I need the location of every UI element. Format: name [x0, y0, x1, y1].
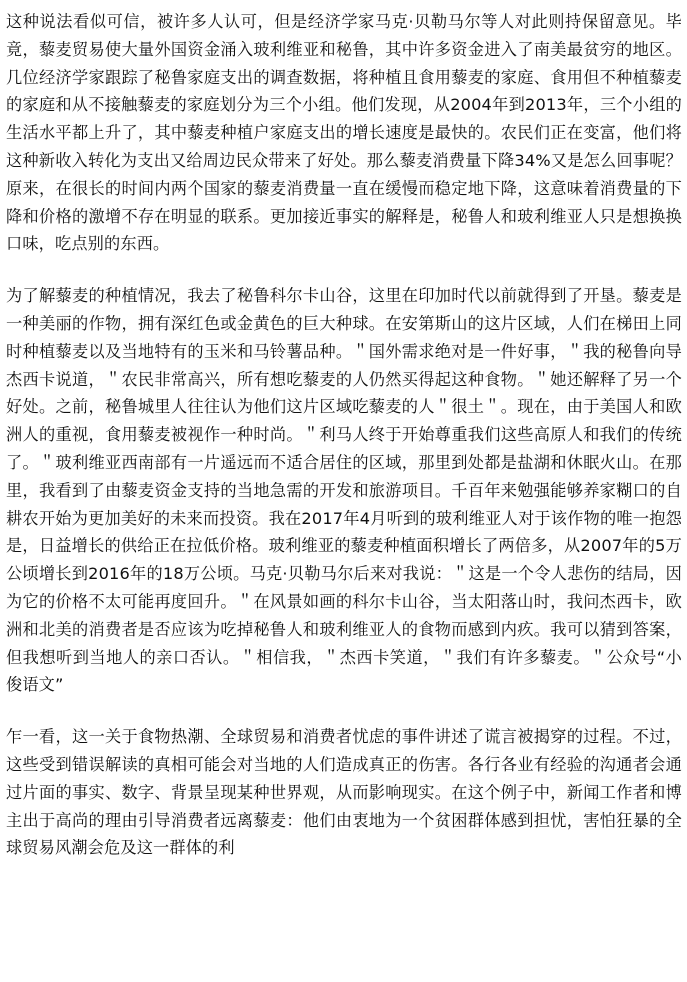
paragraph-conclusion: 乍一看，这一关于食物热潮、全球贸易和消费者忧虑的事件讲述了谎言被揭穿的过程。不过，这些受到错误解读的真相可能会对当地的人们造成真正的伤害。各行各业有经验的沟通者会通过片面的事实、数字、背景呈现某种世界观，从而影响现实。在这个例子中，新闻工作者和博主出于高尚的理由引导消费者远离藜麦：他们由衷地为一个贫困群体感到担忧，害怕狂暴的全球贸易风潮会危及这一群体的利 [6, 727, 682, 858]
article-body [6, 8, 682, 862]
paragraph-spacer [6, 258, 682, 282]
paragraph-spacer [6, 699, 682, 723]
paragraph-colca-valley: 为了解藜麦的种植情况，我去了秘鲁科尔卡山谷，这里在印加时代以前就得到了开垦。藜麦是一种美丽的作物，拥有深红色或金黄色的巨大种球。在安第斯山的这片区域，人们在梯田上同时种植藜麦以及当地特有的玉米和马铃薯品种。＂国外需求绝对是一件好事，＂我的秘鲁向导杰西卡说道，＂农民非常高兴，所有想吃藜麦的人仍然买得起这种食物。＂她还解释了另一个好处。之前，秘鲁城里人往往认为他们这片区域吃藜麦的人＂很土＂。现在，由于美国人和欧洲人的重视，食用藜麦被视作一种时尚。＂利马人终于开始尊重我们这些高原人和我们的传统了。＂玻利维亚西南部有一片遥远而不适合居住的区域，那里到处都是盐湖和休眠火山。在那里，我看到了由藜麦资金支持的当地急需的开发和旅游项目。千百年来勉强能够养家糊口的自耕农开始为更加美好的未来而投资。我在2017年4月听到的玻利维亚人对于该作物的唯一抱怨是，日益增长的供给正在拉低价格。玻利维亚的藜麦种植面积增长了两倍多，从2007年的5万公顷增长到2016年的18万公顷。马克·贝勒马尔后来对我说：＂这是一个令人悲伤的结局，因为它的价格不太可能再度回升。＂在风景如画的科尔卡山谷，当太阳落山时，我问杰西卡，欧洲和北美的消费者是否应该为吃掉秘鲁人和玻利维亚人的食物而感到内疚。我可以猜到答案，但我想听到当地人的亲口否认。＂相信我，＂杰西卡笑道，＂我们有许多藜麦。＂公众号“小俊语文” [6, 286, 682, 695]
paragraph-quinoa-economics: 这种说法看似可信，被许多人认可，但是经济学家马克·贝勒马尔等人对此则持保留意见。毕竟，藜麦贸易使大量外国资金涌入玻利维亚和秘鲁，其中许多资金进入了南美最贫穷的地区。几位经济学家跟踪了秘鲁家庭支出的调查数据，将种植且食用藜麦的家庭、食用但不种植藜麦的家庭和从不接触藜麦的家庭划分为三个小组。他们发现，从2004年到2013年，三个小组的生活水平都上升了，其中藜麦种植户家庭支出的增长速度是最快的。农民们正在变富，他们将这种新收入转化为支出又给周边民众带来了好处。那么藜麦消费量下降34%又是怎么回事呢？原来，在很长的时间内两个国家的藜麦消费量一直在缓慢而稳定地下降，这意味着消费量的下降和价格的激增不存在明显的联系。更加接近事实的解释是，秘鲁人和玻利维亚人只是想换换口味，吃点别的东西。 [6, 12, 682, 254]
